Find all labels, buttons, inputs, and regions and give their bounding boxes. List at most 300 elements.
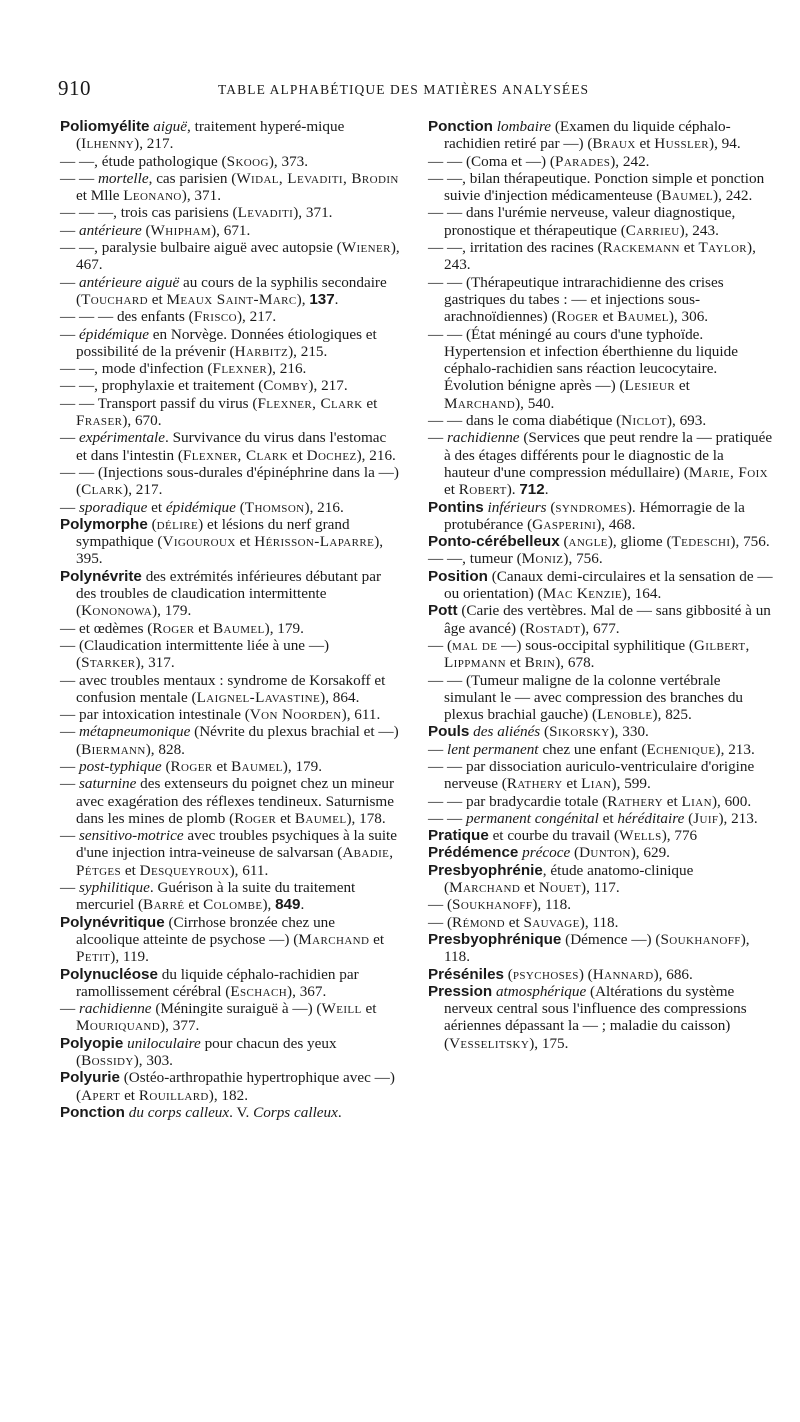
entry-text: et [675, 377, 690, 395]
index-entry [60, 274, 400, 309]
index-entry [60, 620, 400, 637]
author-name: Widal, Levaditi, Brodin [236, 169, 399, 187]
index-entry [428, 914, 773, 931]
entry-text: — [60, 775, 79, 793]
index-entry [428, 827, 773, 844]
index-entry [60, 723, 400, 758]
entry-headword: Presbyophrénique [428, 930, 562, 948]
author-name: Petit [76, 948, 111, 966]
italic-text: syphilitique [78, 879, 150, 897]
author-name: délire [156, 515, 199, 533]
author-name: Dunton [579, 844, 631, 862]
index-entry [60, 377, 400, 394]
entry-text: ), 243. [444, 239, 756, 274]
italic-text: mortelle [97, 169, 149, 187]
index-entry [428, 741, 773, 758]
index-entry [60, 1069, 400, 1104]
entry-text: et Mlle [76, 187, 124, 205]
index-entry [60, 879, 400, 914]
index-entry [428, 966, 773, 983]
author-name: Laignel-Lavastine [196, 688, 321, 706]
index-entry [60, 1104, 400, 1121]
entry-text: et [362, 394, 378, 412]
author-name: syndromes [555, 498, 627, 516]
entry-text: ), 215. [288, 342, 328, 360]
author-name: Lenoble [597, 706, 653, 724]
author-name: Baumel [661, 187, 714, 205]
author-name: Marchand [449, 879, 521, 897]
entry-text: — [60, 429, 79, 447]
entry-text: ), 118. [579, 913, 619, 931]
author-name: Fraser [76, 412, 123, 430]
index-entry [428, 568, 773, 603]
entry-text: — — (Injections sous-durales d'épinéphrine dans la —) ( [60, 463, 399, 499]
entry-text: ), 217. [308, 377, 348, 395]
italic-text: post-typhique [78, 757, 162, 775]
entry-text: — — [60, 169, 98, 187]
index-entry [60, 637, 400, 672]
entry-text: ), 540. [515, 394, 555, 412]
entry-headword: Pression [428, 982, 493, 1000]
italic-text: précoce [522, 844, 571, 862]
entry-text: . [334, 290, 339, 308]
entry-text: — [60, 1000, 79, 1018]
entry-headword: Pott [428, 602, 458, 620]
entry-text: ( [161, 757, 171, 775]
entry-text: ), 118. [444, 930, 750, 966]
entry-text: ( [504, 965, 513, 983]
author-name: Roger [556, 308, 599, 326]
entry-text: et [562, 775, 582, 793]
entry-headword: Ponction [60, 1103, 125, 1121]
author-name: Baumel [213, 619, 265, 637]
entry-text: — — par bradycardie totale ( [428, 792, 608, 810]
bold-page-ref: 712 [519, 481, 545, 499]
index-entry [428, 326, 773, 412]
index-entry [428, 983, 773, 1052]
entry-text: et [288, 446, 307, 464]
author-name: Bossidy [81, 1052, 134, 1070]
entry-text: — [60, 723, 79, 741]
entry-text: ), 94. [709, 135, 741, 153]
entry-text: ), 756. [563, 550, 603, 568]
entry-text: et [235, 533, 255, 551]
index-entry [428, 637, 773, 672]
author-name: Rouillard [138, 1086, 209, 1104]
entry-text: ), 467. [76, 239, 400, 274]
entry-text: — —, mode d'infection ( [60, 360, 213, 378]
index-entry [60, 118, 400, 153]
index-entry [428, 810, 773, 827]
author-name: Marie, Foix [688, 463, 768, 481]
author-name: Tedeschi [671, 533, 731, 551]
entry-text: ), 182. [208, 1086, 249, 1104]
author-name: psychoses [512, 965, 579, 983]
author-name: mal de [452, 636, 498, 654]
author-name: Desqueyroux [139, 861, 230, 879]
entry-text: — — (État méningé au cours d'une typhoïde. Hypertension et infection éberthienne du liquide céphalo-rachidien sans réaction leucocytaire. Évolution bénigne après —) ( [428, 325, 738, 395]
author-name: Mac Kenzie [542, 585, 623, 603]
index-entry [428, 170, 773, 205]
author-name: Wells [619, 827, 662, 845]
entry-text: — — [428, 809, 466, 827]
index-entry [428, 758, 773, 793]
author-name: Kononowa [81, 602, 153, 620]
entry-text: et [147, 290, 167, 308]
author-name: Hérisson-Laparre [254, 533, 375, 551]
entry-text: ), 377. [160, 1017, 200, 1035]
entry-text: ), 864. [320, 688, 360, 706]
entry-text: — [60, 757, 79, 775]
italic-text: des aliénés [473, 723, 541, 741]
author-name: Eschach [230, 982, 288, 1000]
entry-headword: Polynucléose [60, 965, 158, 983]
italic-text: du corps calleux [128, 1103, 230, 1121]
index-entry [428, 118, 773, 153]
author-name: Roger [152, 619, 195, 637]
index-entry [60, 966, 400, 1001]
author-name: Vesselitsky [449, 1034, 530, 1052]
entry-text: . Guérison à la suite du traitement mercuriel ( [76, 879, 356, 914]
index-entry [60, 516, 400, 568]
index-entry [60, 1000, 400, 1035]
entry-text: ), 671. [211, 221, 251, 239]
index-entry [60, 914, 400, 966]
italic-text: héréditaire [617, 809, 685, 827]
entry-text: ), 599. [611, 775, 651, 793]
italic-text: lombaire [496, 118, 552, 135]
author-name: Von Noorden [249, 706, 342, 724]
entry-text: ), 371. [293, 204, 333, 222]
entry-text: — — —, trois cas parisiens ( [60, 204, 238, 222]
entry-text: ), 217. [123, 481, 163, 499]
entry-text: (Altérations du système nerveux central sous l'influence des compressions aériennes dépassant la — ; maladie du caisson) ( [444, 982, 747, 1052]
italic-text: sporadique [78, 498, 148, 516]
index-entry [428, 672, 773, 724]
entry-text: ), 164. [622, 585, 662, 603]
entry-text: . [300, 896, 305, 914]
index-entry [428, 499, 773, 534]
entry-text: et [120, 1086, 139, 1104]
entry-text: — —, tumeur ( [428, 550, 522, 568]
entry-headword: Poliomyélite [60, 118, 150, 135]
index-entry [428, 862, 773, 897]
italic-text: uniloculaire [127, 1034, 201, 1052]
entry-text: ( [684, 809, 694, 827]
index-entry [60, 170, 400, 205]
entry-text: et [361, 1000, 377, 1018]
author-name: Meaux Saint-Marc [166, 290, 297, 308]
index-entry [60, 499, 400, 516]
entry-text: —) sous-occipital syphilitique ( [497, 636, 694, 654]
author-name: Flexner [212, 360, 268, 378]
author-name: Rémond [452, 913, 505, 931]
entry-text: ), 242. [713, 187, 753, 205]
entry-text: ( [559, 533, 569, 551]
entry-text: — — (Coma et —) ( [428, 152, 555, 170]
entry-text: ), 175. [529, 1034, 569, 1052]
entry-text: — par intoxication intestinale ( [60, 706, 250, 724]
italic-text: épidémique [165, 498, 236, 516]
entry-text: . [544, 481, 549, 499]
entry-headword: Pratique [428, 827, 489, 845]
entry-text: ), 213. [718, 809, 758, 827]
entry-text: et [598, 308, 618, 326]
entry-text: — et œdèmes ( [60, 619, 153, 637]
index-entry [428, 844, 773, 861]
author-name: Baumel [617, 308, 669, 326]
entry-text: ), 118. [532, 896, 572, 914]
entry-text: ), 303. [133, 1052, 173, 1070]
entry-text: ), 670. [122, 412, 162, 430]
author-name: Flexner, Clark [257, 394, 363, 412]
author-name: Rathery [506, 775, 563, 793]
entry-text: — — — des enfants ( [60, 308, 194, 326]
entry-text: ), 306. [668, 308, 709, 326]
entry-text: — —, irritation des racines ( [428, 239, 603, 257]
entry-text: — [428, 740, 447, 758]
index-entry [60, 326, 400, 361]
author-name: Vigouroux [162, 533, 236, 551]
author-name: Nouet [538, 879, 582, 897]
entry-text: (Cirrhose bronzée chez une alcoolique atteinte de psychose —) ( [76, 913, 336, 948]
author-name: Starker [81, 654, 136, 672]
author-name: Lian [681, 792, 712, 810]
italic-text: rachidienne [446, 429, 520, 447]
author-name: Touchard [81, 290, 148, 308]
entry-text: — —, paralysie bulbaire aiguë avec autopsie ( [60, 239, 342, 257]
entry-text: et [276, 809, 295, 827]
entry-text: ), 828. [145, 740, 185, 758]
entry-text: ) et lésions du nerf grand sympathique ( [76, 515, 350, 551]
index-entry [428, 723, 773, 740]
entry-text: ), 756. [730, 533, 770, 551]
entry-text: — avec troubles mentaux : syndrome de Korsakoff et confusion mentale ( [60, 671, 386, 706]
entry-text: ), 629. [630, 844, 670, 862]
entry-headword: Ponction [428, 118, 493, 135]
entry-text: ) ( [578, 965, 593, 983]
index-entry [60, 429, 400, 464]
entry-text: ), 686. [653, 965, 693, 983]
entry-text: — ( [428, 636, 453, 654]
author-name: Sauvage [523, 913, 580, 931]
entry-text: — [60, 221, 79, 239]
entry-text: ), 317. [135, 654, 175, 672]
left-index-column [60, 118, 400, 1121]
italic-text: épidémique [78, 325, 149, 343]
entry-text: et [444, 481, 459, 499]
entry-text: (Examen du liquide céphalo-rachidien retiré par —) ( [444, 118, 731, 153]
entry-text: — —, prophylaxie et traitement ( [60, 377, 264, 395]
italic-text: atmosphérique [495, 982, 587, 1000]
entry-text: ), 179. [152, 602, 192, 620]
entry-text: ), [296, 290, 310, 308]
entry-text: — —, bilan thérapeutique. Ponction simple et ponction suivie d'injection médicamenteuse ( [428, 169, 765, 205]
entry-text: et [679, 239, 699, 257]
entry-text: et [184, 896, 204, 914]
entry-text: ), 395. [76, 533, 384, 568]
entry-text: et [504, 913, 524, 931]
entry-text: — ( [428, 913, 453, 931]
entry-text: ( [141, 221, 151, 239]
author-name: Wiener [341, 239, 391, 257]
entry-text: — [60, 273, 79, 291]
author-name: Biermann [81, 740, 146, 758]
entry-text: (Méningite suraiguë à —) ( [151, 1000, 322, 1018]
entry-text: — [60, 325, 79, 343]
author-name: Ilhenny [81, 135, 135, 153]
entry-text: et courbe du travail ( [488, 827, 620, 845]
entry-text: ), 217. [134, 135, 174, 153]
entry-text: des extrémités inférieures débutant par des troubles de claudication intermittente ( [76, 567, 381, 620]
index-entry [60, 308, 400, 325]
entry-text: ), 373. [268, 152, 309, 170]
author-name: Marchand [298, 930, 370, 948]
entry-text: . V. [229, 1103, 254, 1121]
entry-text: ), 216. [356, 446, 396, 464]
index-entry [60, 568, 400, 620]
author-name: Skoog [226, 152, 269, 170]
italic-text: rachidienne [78, 1000, 152, 1018]
entry-text: — — (Tumeur maligne de la colonne vertébrale simulant le — avec compression des branches du plexus brachial gauche) ( [428, 671, 744, 724]
italic-text: permanent congénital [465, 809, 599, 827]
entry-text: , cas parisien ( [148, 169, 237, 187]
index-entry [428, 931, 773, 966]
index-entry [428, 533, 773, 550]
entry-text: des extenseurs du poignet chez un mineur avec exagération des réflexes tendineux. Saturnisme dans les mines de plomb ( [76, 775, 395, 827]
index-entry [428, 239, 773, 274]
entry-text: — [60, 498, 79, 516]
entry-text: au cours de la syphilis secondaire ( [76, 273, 387, 308]
author-name: Abadie, Pétges [76, 844, 394, 879]
entry-text: ), 611. [229, 861, 269, 879]
entry-text: ), 600. [711, 792, 752, 810]
entry-text: . Survivance du virus dans l'estomac et dans l'intestin ( [76, 429, 387, 464]
index-entry [428, 274, 773, 326]
entry-text: ( [147, 515, 157, 533]
entry-text: ), 776 [661, 827, 698, 845]
author-name: Robert [458, 481, 507, 499]
entry-text: ), 213. [715, 740, 755, 758]
entry-headword: Polynévrite [60, 567, 142, 585]
author-name: Hannard [592, 965, 654, 983]
italic-text: saturnine [78, 775, 137, 793]
entry-headword: Préséniles [428, 965, 504, 983]
entry-text: ( [546, 498, 556, 516]
author-name: Weill [321, 1000, 362, 1018]
author-name: Harbitz [234, 342, 289, 360]
author-name: Barré [143, 896, 185, 914]
entry-text: ). [506, 481, 520, 499]
entry-text: ), 242. [610, 152, 650, 170]
entry-headword: Polynévritique [60, 913, 165, 931]
author-name: Soukhanoff [660, 930, 741, 948]
author-name: Colombe [203, 896, 263, 914]
entry-text: ), 611. [341, 706, 381, 724]
entry-text: ), 371. [181, 187, 221, 205]
author-name: Echenique [646, 740, 716, 758]
author-name: Leonano [123, 187, 182, 205]
italic-text: lent permanent [446, 740, 539, 758]
bold-page-ref: 849 [275, 896, 301, 914]
index-entry [428, 412, 773, 429]
entry-text: en Norvège. Données étiologiques et possibilité de la prévenir ( [76, 325, 377, 360]
author-name: Niclot [621, 412, 667, 430]
entry-text: . [337, 1103, 342, 1121]
author-name: Apert [81, 1086, 121, 1104]
author-name: angle [568, 533, 608, 551]
italic-text: expérimentale [78, 429, 166, 447]
bold-page-ref: 137 [309, 290, 335, 308]
entry-text: — — dans le coma diabétique ( [428, 412, 622, 430]
entry-text: — —, étude pathologique ( [60, 152, 227, 170]
entry-text: et [369, 930, 385, 948]
entry-text: ), 119. [110, 948, 149, 966]
index-entry [428, 153, 773, 170]
entry-text: et [506, 654, 525, 672]
entry-headword: Position [428, 567, 488, 585]
entry-text: ), 330. [609, 723, 649, 741]
index-entry [60, 395, 400, 430]
author-name: Juif [693, 809, 719, 827]
index-entry [60, 222, 400, 239]
entry-text: (Services que peut rendre la — pratiquée à des étages différents pour le diagnostic de la hauteur d'une compression médullaire) ( [444, 429, 773, 481]
entry-text: ), [262, 896, 276, 914]
italic-text: aiguë [153, 118, 188, 135]
author-name: Rackemann [602, 239, 680, 257]
entry-text: ), 217. [236, 308, 277, 326]
entry-text: du liquide céphalo-rachidien par ramollissement cérébral ( [76, 965, 359, 1000]
index-entry [60, 758, 400, 775]
index-entry [60, 204, 400, 221]
entry-text: — — (Thérapeutique intrarachidienne des crises gastriques du tabes : — et injections sous-arachnoïdiennes) ( [428, 273, 724, 326]
entry-text: chez une enfant ( [538, 740, 647, 758]
entry-text: — [60, 879, 79, 897]
entry-text: ), 117. [581, 879, 620, 897]
entry-text: et [194, 619, 214, 637]
entry-text: ), 216. [267, 360, 307, 378]
entry-text: — [60, 827, 79, 845]
italic-text: Corps calleux [253, 1103, 338, 1121]
italic-text: antérieure [78, 221, 142, 239]
right-index-column [428, 118, 773, 1052]
entry-text: ), 825. [652, 706, 692, 724]
entry-text: avec troubles psychiques à la suite d'une injection intra-veineuse de salvarsan ( [76, 827, 397, 862]
author-name: Mouriquand [76, 1017, 161, 1035]
entry-headword: Pontins [428, 498, 484, 516]
entry-headword: Ponto-cérébelleux [428, 533, 560, 551]
index-entry [428, 204, 773, 239]
author-name: Carrieu [625, 221, 680, 239]
author-name: Roger [170, 757, 213, 775]
entry-text: ), 468. [596, 515, 636, 533]
entry-text: (Névrite du plexus brachial et —) ( [76, 723, 399, 758]
entry-text: ( [235, 498, 245, 516]
entry-text: (Carie des vertèbres. Mal de — sans gibbosité à un âge avancé) ( [444, 602, 771, 637]
author-name: Baumel [231, 757, 283, 775]
entry-text: ). Hémorragie de la protubérance ( [444, 498, 745, 533]
entry-text: — — dans l'urémie nerveuse, valeur diagnostique, pronostique et thérapeutique ( [428, 204, 736, 239]
index-entry [60, 672, 400, 707]
entry-text: , étude anatomo-clinique ( [444, 861, 694, 897]
author-name: Thomson [244, 498, 305, 516]
entry-text: (Démence —) ( [561, 930, 661, 948]
page-number: 910 [58, 76, 91, 100]
author-name: Hussler [654, 135, 710, 153]
entry-text: ( [540, 723, 550, 741]
index-entry [60, 153, 400, 170]
entry-text: et [212, 757, 232, 775]
